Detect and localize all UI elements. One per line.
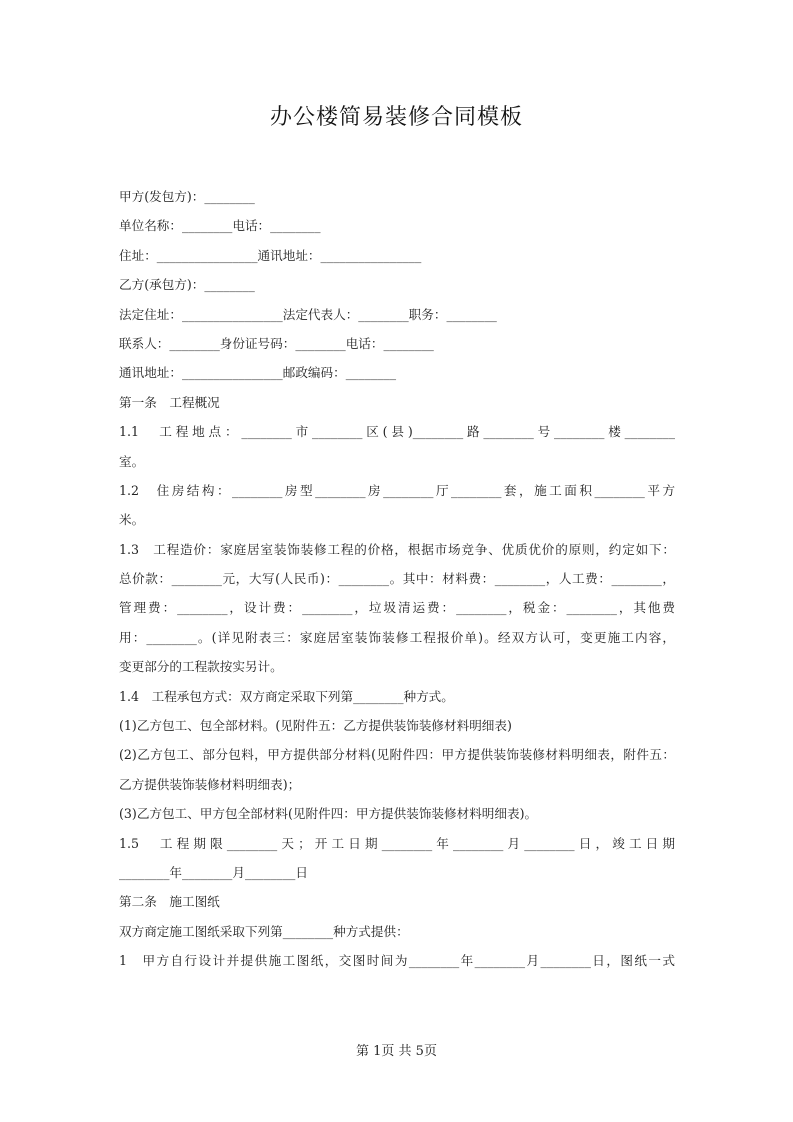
text-line: 1.4 工程承包方式：双方商定采取下列第________种方式。: [119, 688, 454, 704]
text-line: 室。: [119, 453, 145, 469]
text-line: 法定住址：________________法定代表人：________职务：________: [119, 306, 497, 322]
text-line: 1.5 工程期限________天；开工日期________年________月________日，竣工日期: [119, 835, 675, 851]
text-line: 1.2 住房结构：________房型________房________厅________套，施工面积________平方: [119, 482, 675, 498]
text-line: 单位名称：________电话：________: [119, 218, 321, 234]
section-heading: 第一条 工程概况: [119, 394, 220, 410]
page-number: 第 1页 共 5页: [356, 1044, 437, 1059]
section-heading: 第二条 施工图纸: [119, 894, 220, 910]
text-line: 变更部分的工程款按实另计。: [119, 659, 283, 675]
text-line: 住址：________________通讯地址：________________: [119, 247, 422, 263]
text-line: (1)乙方包工、包全部材料。(见附件五：乙方提供装饰装修材料明细表): [119, 718, 512, 734]
text-line: 1.3 工程造价：家庭居室装饰装修工程的价格，根据市场竞争、优质优价的原则，约定如下：: [119, 541, 675, 557]
text-line: 甲方(发包方)：________: [119, 189, 255, 204]
text-line: ________年________月________日: [119, 864, 308, 880]
text-line: 1 甲方自行设计并提供施工图纸，交图时间为________年________月________日，图纸一式: [119, 953, 675, 969]
text-line: (3)乙方包工、甲方包全部材料(见附件四：甲方提供装饰装修材料明细表)。: [119, 806, 538, 822]
text-line: 管理费：________，设计费：________，垃圾清运费：________，税金：________，其他费: [119, 600, 675, 616]
text-line: (2)乙方包工、部分包料，甲方提供部分材料(见附件四：甲方提供装饰装修材料明细表，附件五：: [119, 747, 675, 763]
text-line: 总价款：________元，大写(人民币)：________。其中：材料费：________，人工费：________，: [119, 571, 675, 587]
text-line: 联系人：________身份证号码：________电话：________: [119, 335, 434, 351]
document-title: 办公楼简易装修合同模板: [269, 105, 523, 130]
text-line: 双方商定施工图纸采取下列第________种方式提供：: [119, 923, 409, 939]
text-line: 乙方(承包方)：________: [119, 277, 255, 293]
text-line: 1.1 工程地点：________市________区(县)________路________号________楼________: [119, 424, 675, 440]
document-body: [119, 182, 675, 976]
text-line: 通讯地址：________________邮政编码：________: [119, 365, 397, 381]
text-line: 米。: [119, 512, 145, 528]
text-line: 乙方提供装饰装修材料明细表)；: [119, 776, 301, 792]
text-line: 用：________。(详见附表三：家庭居室装饰装修工程报价单)。经双方认可，变更施工内容，: [119, 629, 675, 645]
